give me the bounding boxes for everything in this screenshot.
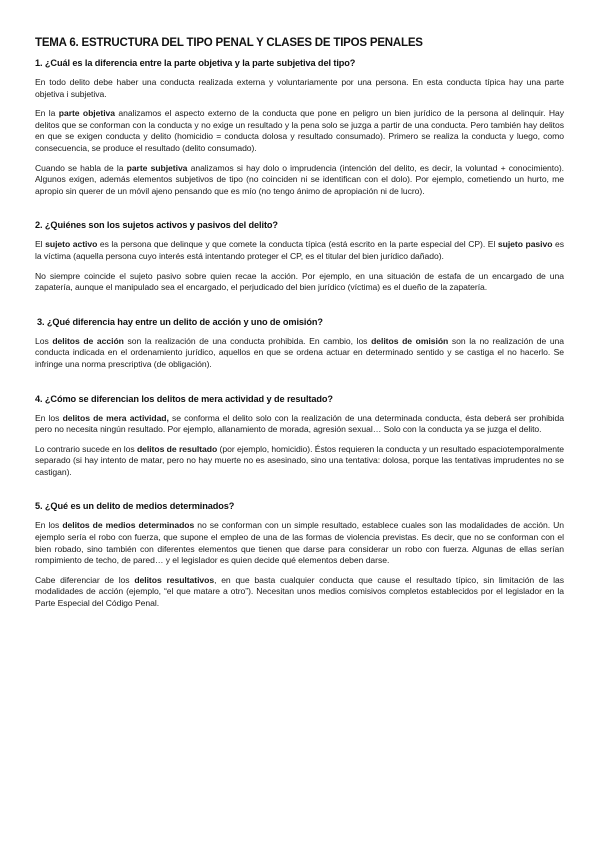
term-delitos-de-resultado: delitos de resultado — [136, 443, 218, 454]
text-run: En los — [35, 520, 63, 531]
s5-paragraph-1 — [35, 520, 564, 566]
s3-paragraph-1 — [35, 336, 564, 371]
s1-paragraph-3 — [35, 163, 564, 198]
s4-paragraph-2 — [35, 444, 564, 479]
term-delitos-de-medios-determinados: delitos de medios determinados — [62, 520, 195, 531]
question-2-heading: 2. ¿Quiénes son los sujetos activos y pasivos del delito? — [35, 220, 278, 231]
text-run: Cuando se habla de la — [35, 162, 127, 173]
section-spacer — [35, 302, 564, 316]
question-1-heading: 1. ¿Cuál es la diferencia entre la parte objetiva y la parte subjetiva del tipo? — [35, 58, 356, 68]
term-parte-subjetiva: parte subjetiva — [126, 162, 188, 173]
text-run: es la persona que delinque y que comete la conducta típica (está escrito en la parte especial del CP). El — [97, 239, 498, 250]
s2-paragraph-2: No siempre coincide el sujeto pasivo sobre quien recae la acción. Por ejemplo, en una situación de estafa de un encargado de una zapatería, aunque el manipulado sea el encargado, el perjudicado del bien jurídico (víctima) es el dueño de la zapatería. — [35, 270, 564, 293]
text-run: En la — [35, 108, 59, 119]
text-run: En los — [35, 412, 63, 423]
s2-paragraph-1 — [35, 239, 564, 262]
text-run: analizamos el aspecto externo de la conducta que pone en peligro un bien jurídico de la persona al delinquir. Hay delitos que se conforman con la conducta y no exige un resultado y la pena solo se juzga a partir de una conducta. Pero también hay delitos en que se exigen conducta y delito (homicidio = conducta dolosa y resultado consumado). Primero se realiza la conducta y luego, como consecuencia, se produce el resultado (delito consumado). — [35, 108, 564, 153]
term-delitos-de-omision: delitos de omisión — [371, 335, 449, 346]
text-run: son la realización de una conducta prohibida. En cambio, los — [123, 335, 372, 346]
text-run: El — [35, 239, 46, 250]
text-run: Lo contrario sucede en los — [35, 443, 137, 454]
document-title: TEMA 6. ESTRUCTURA DEL TIPO PENAL Y CLASES DE TIPOS PENALES — [35, 37, 423, 49]
text-run: Cabe diferenciar de los — [35, 574, 135, 585]
question-3-heading: 3. ¿Qué diferencia hay entre un delito de acción y uno de omisión? — [37, 316, 323, 327]
s1-paragraph-1: En todo delito debe haber una conducta realizada externa y voluntariamente por una persona. En esta conducta típica hay una parte objetiva i subjetiva. — [35, 77, 564, 99]
term-parte-objetiva: parte objetiva — [58, 108, 115, 119]
text-run: (por ejemplo, homicidio). Éstos requieren la conducta y un resultado espaciotemporalmente separado (si hay intento de matar, pero no hay muerte no es asesinado, sino una tentativa: dolosa, porque las tentativas imprudentes no se castigan). — [35, 443, 565, 477]
text-run: es la víctima (aquella persona cuyo interés está intentando proteger el CP, es el titular del bien jurídico dañado). — [35, 239, 564, 261]
term-delitos-resultativos: delitos resultativos — [134, 574, 215, 585]
s1-paragraph-2 — [35, 108, 564, 154]
text-run: Los — [35, 335, 53, 346]
term-sujeto-activo: sujeto activo — [45, 239, 98, 250]
text-run: analizamos si hay dolo o imprudencia (intención del delito, es decir, la voluntad + conocimiento). Algunos exigen, además elementos subjetivos de tipo (no coinciden ni se identifican con el dolo). Por ejemplo, cometiendo un hurto, me apropio sin querer de un móvil ajeno pensando que es mío (no tengo ánimo de apropiación ni de lucro). — [35, 162, 564, 196]
term-sujeto-pasivo: sujeto pasivo — [497, 239, 553, 250]
question-5-heading: 5. ¿Qué es un delito de medios determinados? — [35, 501, 235, 512]
term-delitos-de-mera-actividad: delitos de mera actividad, — [62, 412, 169, 423]
s5-paragraph-2 — [35, 575, 564, 610]
section-spacer — [35, 486, 564, 500]
s4-paragraph-1 — [35, 413, 564, 436]
text-run: son la no realización de una conducta indicada en el ordenamiento jurídico, aquellos en que se ordena actuar en determinado sentido y se castiga el no hacerlo. Se infringe una norma prescriptiva (de obligación). — [35, 335, 565, 369]
section-spacer — [35, 205, 564, 219]
section-spacer — [35, 379, 564, 393]
term-delitos-de-accion: delitos de acción — [52, 335, 124, 346]
text-run: no se conforman con un simple resultado, establece cuales son las modalidades de acción. Un ejemplo sería el robo con fuerza, que supone el empleo de una de las formas de violencia previstas. Es decir, que no se conforman con el bien robado, sino también con diferentes elementos que tienen que darse para considerar un robo con fuerza. Algunas de ellas serían rompimiento de techo, de pared… y el legislador es quien decide qué elementos deben darse. — [35, 520, 564, 566]
question-4-heading: 4. ¿Cómo se diferencian los delitos de mera actividad y de resultado? — [35, 393, 333, 404]
text-run: , en que basta cualquier conducta que cause el resultado típico, sin limitación de las modalidades de acción (ejemplo, “el que matare a otro”). Necesitan unos medios comisivos completos establecidos por el legislador en la Parte Especial del Código Penal. — [35, 574, 564, 609]
text-run: se conforma el delito solo con la realización de una determinada conducta, ésta deberá ser prohibida pero no necesita ningún resultado. Por ejemplo, allanamiento de morada, agresión sexual… Solo con la conducta ya se juzga el delito. — [35, 412, 564, 435]
